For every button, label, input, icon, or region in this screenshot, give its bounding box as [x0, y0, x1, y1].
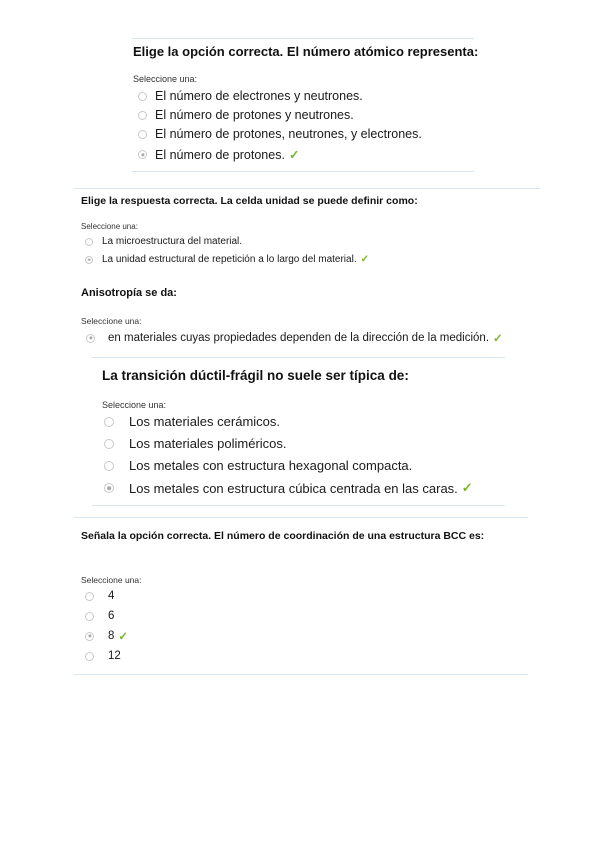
correct-check-icon: ✓ — [288, 148, 300, 162]
question-1 — [133, 44, 478, 59]
correct-check-icon: ✓ — [360, 254, 369, 265]
option-label: 6 — [108, 610, 115, 622]
question-4-option-1[interactable] — [104, 414, 280, 429]
radio-button[interactable] — [104, 439, 114, 449]
question-1-option-3[interactable] — [138, 127, 422, 141]
radio-button-selected[interactable] — [104, 483, 114, 493]
radio-button-selected[interactable] — [86, 334, 95, 343]
question-2-title: Elige la respuesta correcta. La celda unidad se puede definir como: — [81, 195, 418, 207]
question-2-select-label: Seleccione una: — [81, 222, 138, 231]
question-5-select-label: Seleccione una: — [81, 575, 142, 585]
radio-button[interactable] — [85, 592, 94, 601]
radio-button[interactable] — [85, 612, 94, 621]
correct-check-icon: ✓ — [118, 631, 129, 643]
correct-check-icon: ✓ — [493, 333, 503, 345]
option-label: La unidad estructural de repetición a lo largo del material. — [102, 254, 357, 265]
question-4-title: La transición dúctil-frágil no suele ser típica de: — [102, 368, 409, 383]
question-1-option-1[interactable] — [138, 89, 363, 103]
question-2-option-2[interactable] — [85, 254, 369, 265]
option-label: 4 — [108, 590, 115, 602]
option-label: en materiales cuyas propiedades dependen de la dirección de la medición. — [108, 332, 490, 344]
option-label: El número de protones, neutrones, y electrones. — [155, 127, 422, 141]
q5-bottom-divider — [74, 674, 528, 675]
question-4-option-4[interactable] — [104, 480, 473, 496]
question-5-option-3[interactable] — [85, 629, 128, 643]
question-5-option-1[interactable] — [85, 590, 114, 602]
option-label: El número de electrones y neutrones. — [155, 89, 363, 103]
q1-bottom-divider — [132, 171, 474, 172]
radio-button[interactable] — [85, 238, 93, 246]
radio-button-selected[interactable] — [138, 150, 147, 159]
radio-button[interactable] — [138, 111, 147, 120]
option-label: 8 — [108, 630, 115, 642]
question-4-option-3[interactable] — [104, 458, 412, 473]
radio-button[interactable] — [85, 652, 94, 661]
question-4-option-2[interactable] — [104, 436, 287, 451]
option-label: Los materiales cerámicos. — [129, 414, 280, 429]
radio-button[interactable] — [138, 92, 147, 101]
option-label: 12 — [108, 650, 121, 662]
question-5-option-4[interactable] — [85, 650, 121, 662]
option-label: El número de protones y neutrones. — [155, 108, 354, 122]
question-3-title: Anisotropía se da: — [81, 287, 177, 299]
question-5-title: Señala la opción correcta. El número de coordinación de una estructura BCC es: — [81, 530, 485, 542]
question-1-option-2[interactable] — [138, 108, 354, 122]
q5-top-divider — [74, 517, 528, 518]
correct-check-icon: ✓ — [461, 480, 473, 495]
option-label: Los materiales poliméricos. — [129, 436, 287, 451]
question-1-option-4[interactable] — [138, 147, 299, 162]
radio-button-selected[interactable] — [85, 256, 93, 264]
option-label: El número de protones. — [155, 147, 285, 162]
question-1-select-label: Seleccione una: — [133, 74, 198, 84]
q4-top-divider — [92, 357, 505, 358]
radio-button[interactable] — [138, 130, 147, 139]
q1-top-divider — [132, 38, 474, 39]
option-label: La microestructura del material. — [102, 236, 243, 247]
question-3-select-label: Seleccione una: — [81, 316, 142, 326]
option-label: Los metales con estructura hexagonal compacta. — [129, 458, 413, 473]
question-2-option-1[interactable] — [85, 236, 242, 247]
q2-top-divider — [74, 188, 540, 189]
radio-button[interactable] — [104, 461, 114, 471]
radio-button[interactable] — [104, 417, 114, 427]
question-1-title: Elige la opción correcta. El número atómico representa: — [133, 44, 479, 59]
radio-button-selected[interactable] — [85, 632, 94, 641]
question-5-option-2[interactable] — [85, 610, 114, 622]
question-4-select-label: Seleccione una: — [102, 400, 167, 410]
question-3-option-1[interactable] — [86, 331, 503, 345]
option-label: Los metales con estructura cúbica centrada en las caras. — [129, 480, 458, 496]
q4-bottom-divider — [92, 505, 505, 506]
